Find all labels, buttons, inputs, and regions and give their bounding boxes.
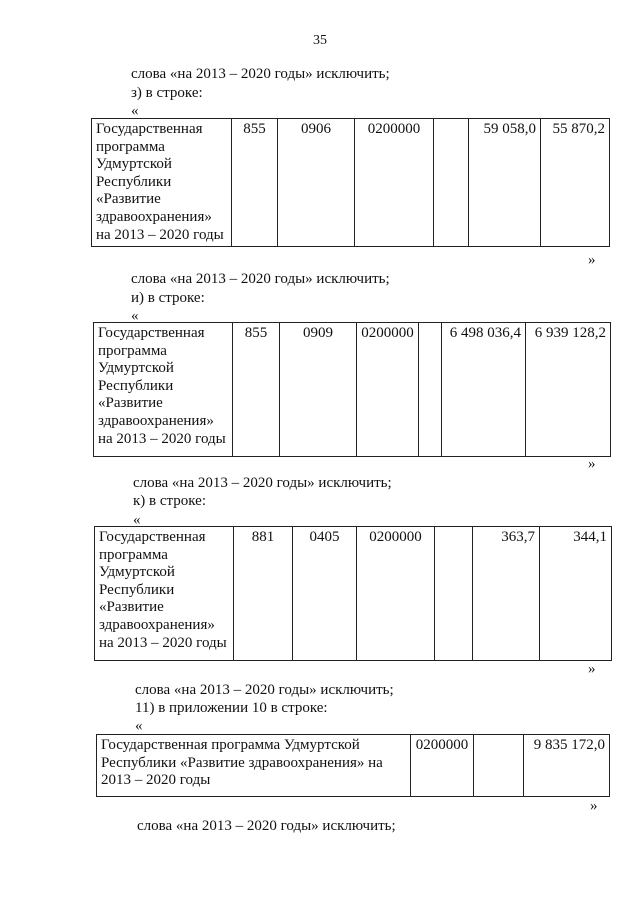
instruction-text: слова «на 2013 – 2020 годы» исключить; [137, 818, 396, 834]
ministry-code-cell: 855 [233, 323, 280, 457]
amount-cell: 344,1 [540, 527, 612, 661]
name-line: Республики [98, 377, 174, 394]
name-line: 2013 – 2020 годы [101, 772, 211, 789]
name-line: Удмуртской [98, 360, 174, 377]
target-code-cell: 0200000 [357, 323, 419, 457]
target-code-cell: 0200000 [355, 119, 434, 247]
amount-cell: 9 835 172,0 [524, 735, 610, 797]
open-quote: « [133, 512, 141, 528]
amount-cell: 6 939 128,2 [526, 323, 611, 457]
open-quote: « [131, 103, 139, 119]
name-line: Государственная программа Удмуртской [101, 737, 360, 753]
name-line: «Развитие [99, 599, 164, 616]
ministry-code-cell: 855 [232, 119, 278, 247]
table-row [92, 119, 610, 247]
section-code-cell: 0405 [293, 527, 357, 661]
table-row [95, 527, 612, 661]
budget-table-3 [94, 526, 612, 661]
name-line: «Развитие [96, 191, 161, 208]
table-row [97, 735, 610, 797]
target-code-cell: 0200000 [411, 735, 474, 797]
instruction-heading: з) в строке: [131, 85, 203, 101]
section-code-cell: 0909 [280, 323, 357, 457]
name-line: Государственная [98, 325, 205, 341]
table-row [94, 323, 611, 457]
name-line: Республики «Развитие здравоохранения» на [101, 754, 383, 771]
empty-cell [474, 735, 524, 797]
name-line: Удмуртской [96, 156, 172, 173]
instruction-heading: и) в строке: [131, 290, 205, 306]
open-quote: « [135, 718, 143, 734]
name-line: здравоохранения» [98, 412, 214, 429]
name-line: здравоохранения» [96, 208, 212, 225]
name-line: Государственная [96, 121, 203, 137]
empty-cell [434, 119, 469, 247]
name-line: на 2013 – 2020 годы [96, 226, 224, 243]
name-line: программа [96, 138, 165, 155]
amount-cell: 363,7 [473, 527, 540, 661]
close-quote: » [588, 456, 596, 472]
name-line: Государственная [99, 529, 206, 545]
close-quote: » [588, 252, 596, 268]
instruction-text: слова «на 2013 – 2020 годы» исключить; [133, 475, 392, 491]
name-line: программа [99, 546, 168, 563]
name-line: Удмуртской [99, 564, 175, 581]
empty-cell [435, 527, 473, 661]
name-line: Республики [96, 173, 172, 190]
instruction-heading: к) в строке: [133, 493, 207, 509]
budget-table-2 [93, 322, 611, 457]
budget-table-4 [96, 734, 610, 797]
instruction-text: слова «на 2013 – 2020 годы» исключить; [131, 66, 390, 82]
ministry-code-cell: 881 [234, 527, 293, 661]
section-code-cell: 0906 [278, 119, 355, 247]
open-quote: « [131, 308, 139, 324]
instruction-text: слова «на 2013 – 2020 годы» исключить; [131, 271, 390, 287]
amount-cell: 55 870,2 [541, 119, 610, 247]
name-line: «Развитие [98, 395, 163, 412]
name-line: на 2013 – 2020 годы [98, 430, 226, 447]
name-line: программа [98, 342, 167, 359]
program-name-cell [95, 527, 234, 661]
budget-table-1 [91, 118, 610, 247]
name-line: Республики [99, 581, 175, 598]
name-line: на 2013 – 2020 годы [99, 634, 227, 651]
target-code-cell: 0200000 [357, 527, 435, 661]
instruction-text: слова «на 2013 – 2020 годы» исключить; [135, 682, 394, 698]
close-quote: » [590, 798, 598, 814]
program-name-cell [97, 735, 411, 797]
name-line: здравоохранения» [99, 616, 215, 633]
program-name-cell [94, 323, 233, 457]
close-quote: » [588, 661, 596, 677]
empty-cell [419, 323, 442, 457]
amount-cell: 59 058,0 [469, 119, 541, 247]
program-name-cell [92, 119, 232, 247]
page-number: 35 [313, 33, 327, 48]
instruction-heading: 11) в приложении 10 в строке: [135, 700, 328, 716]
amount-cell: 6 498 036,4 [442, 323, 526, 457]
